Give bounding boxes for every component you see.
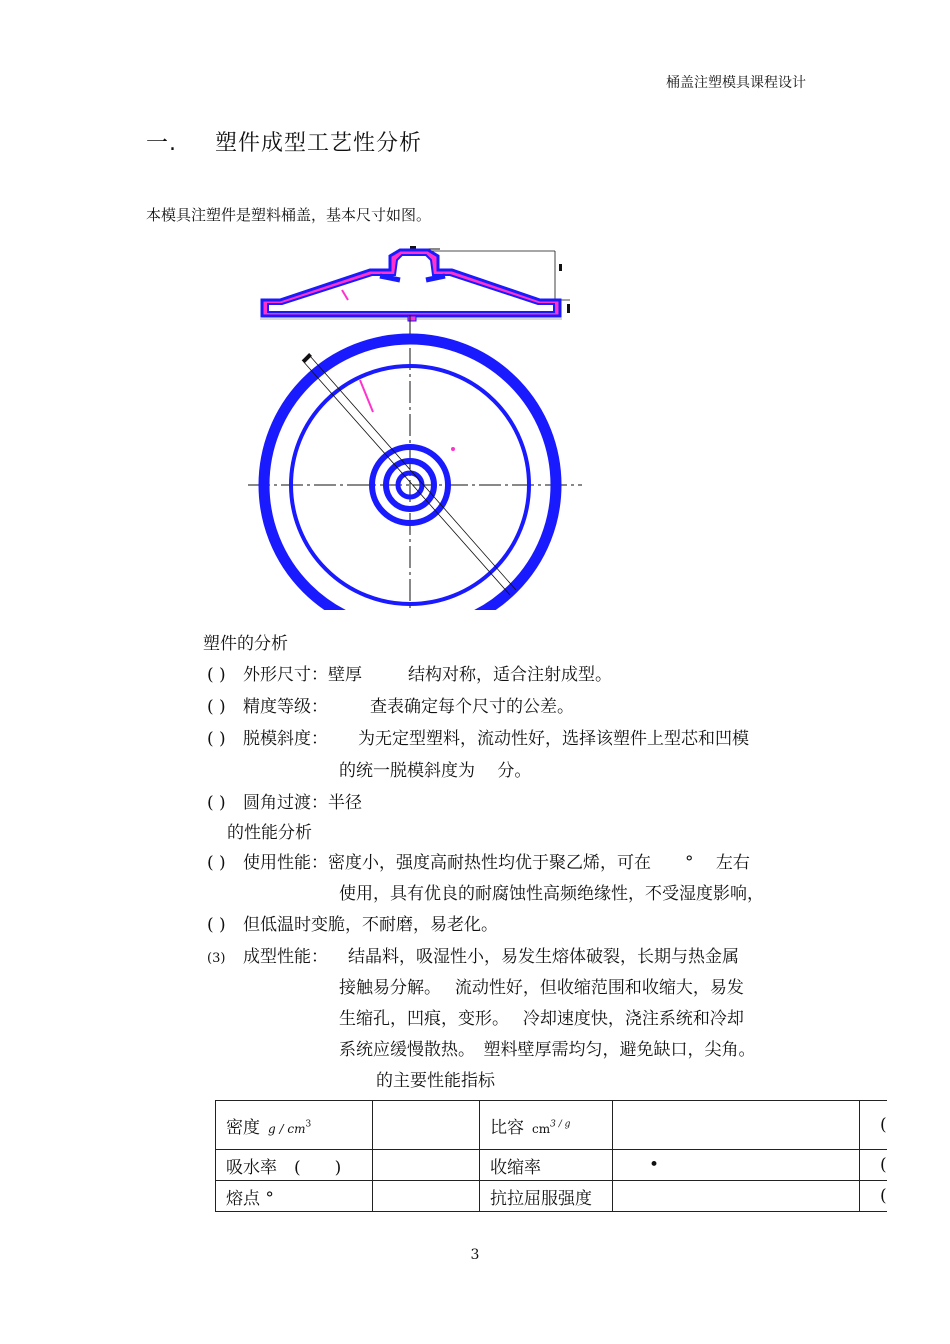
table-cell: ( [860, 1150, 887, 1181]
diameter-line-1 [302, 360, 510, 595]
lid-profile-inner [268, 255, 554, 312]
table-cell [373, 1150, 480, 1181]
table-cell [373, 1181, 480, 1212]
drawing-svg [240, 240, 590, 610]
section-marker [451, 447, 455, 451]
section-heading [146, 126, 422, 157]
page-number: 3 [470, 1247, 480, 1263]
performance-item-3: (3) 成型性能： 结晶料，吸湿性小，易发生熔体破裂，长期与热金属 [207, 947, 739, 967]
table-cell: • [613, 1150, 860, 1181]
table-cell: 收缩率 [480, 1150, 613, 1181]
analysis-item-3: ( ) 脱模斜度： 为无定型塑料，流动性好，选择该塑件上型芯和凹模 [207, 729, 749, 749]
table-cell: 吸水率 ( ) [216, 1150, 373, 1181]
diameter-label [302, 353, 312, 363]
section-view [260, 246, 570, 321]
table-cell: 密度 g / $cm^3$ [216, 1101, 373, 1150]
table-cell [613, 1101, 860, 1150]
table-title: 的主要性能指标 [376, 1071, 495, 1091]
table-cell [613, 1181, 860, 1212]
dim-label-rim [567, 304, 570, 313]
performance-item-3-line4: 系统应缓慢散热。 塑料壁厚需均匀，避免缺口，尖角。 [339, 1040, 756, 1060]
performance-item-3-line3: 生缩孔，凹痕，变形。 冷却速度快，浇注系统和冷却 [339, 1009, 744, 1029]
performance-item-2: ( ) 但低温时变脆，不耐磨，易老化。 [207, 915, 498, 935]
performance-item-1: ( ) 使用性能：密度小，强度高耐热性均优于聚乙烯，可在 ° 左右 [207, 853, 750, 873]
table-cell [373, 1101, 480, 1150]
analysis-item-3-cont: 的统一脱模斜度为 分。 [339, 761, 532, 781]
section-title: 塑件成型工艺性分析 [215, 131, 423, 156]
section-arrow [360, 380, 373, 412]
table-cell: 抗拉屈服强度 [480, 1181, 613, 1212]
performance-item-3-line2: 接触易分解。 流动性好，但收缩范围和收缩大，易发 [339, 978, 744, 998]
table-row [216, 1150, 887, 1181]
table-row [216, 1101, 887, 1150]
analysis-title: 塑件的分析 [203, 634, 288, 654]
table-cell: ( [860, 1181, 887, 1212]
properties-table [215, 1100, 887, 1212]
intro-text: 本模具注塑件是塑料桶盖，基本尺寸如图。 [146, 206, 432, 224]
analysis-item-1: ( ) 外形尺寸：壁厚 结构对称，适合注射成型。 [207, 665, 612, 685]
table-cell: ( [860, 1101, 887, 1150]
table-cell: 熔点 ° [216, 1181, 373, 1212]
performance-title: 的性能分析 [227, 823, 312, 843]
section-number: 一. [146, 131, 177, 156]
dim-label-height [559, 264, 562, 271]
table-cell: 比容 $cm^{3 / g}$ [480, 1101, 613, 1150]
table-row [216, 1181, 887, 1212]
performance-item-1-cont: 使用，具有优良的耐腐蚀性高频绝缘性，不受湿度影响， [339, 884, 764, 904]
plan-view [248, 315, 582, 610]
bucket-lid-drawing [240, 240, 590, 614]
analysis-item-2: ( ) 精度等级： 查表确定每个尺寸的公差。 [207, 697, 574, 717]
analysis-item-4: ( ) 圆角过渡：半径 [207, 793, 362, 813]
page-header: 桶盖注塑模具课程设计 [666, 75, 806, 91]
gate-mark [408, 316, 416, 321]
